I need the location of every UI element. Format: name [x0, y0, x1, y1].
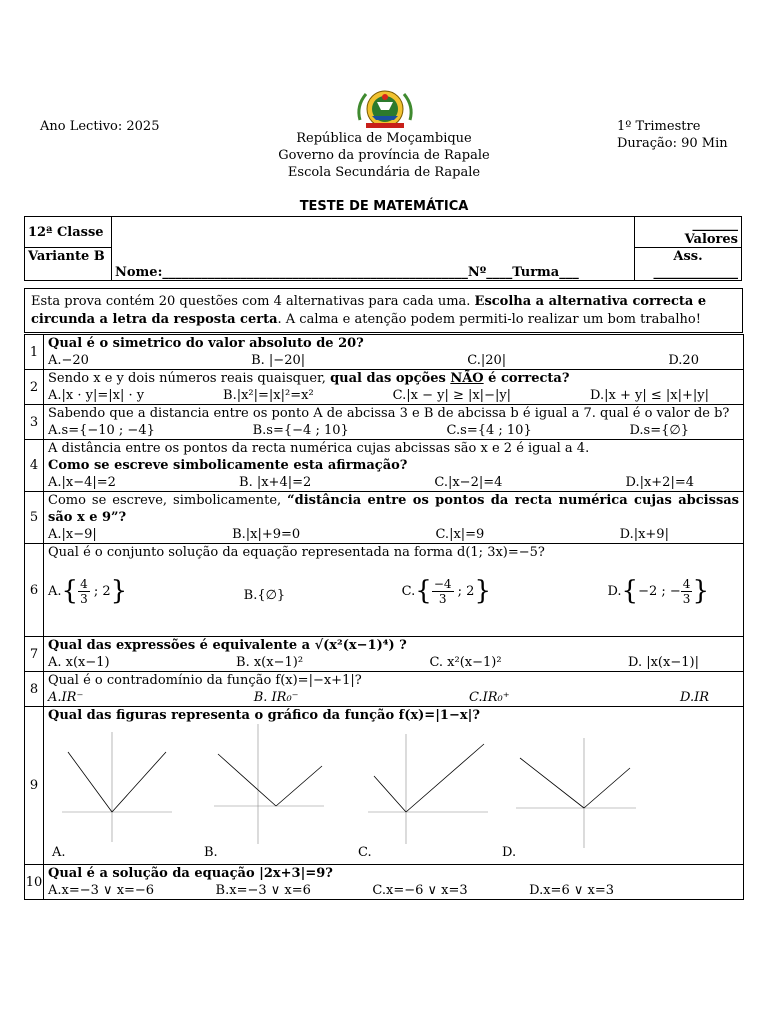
- option-d[interactable]: D. |x(x−1)|: [628, 655, 699, 670]
- not-emphasis: NÃO: [450, 371, 484, 386]
- question-row: [25, 335, 744, 370]
- option-c[interactable]: C.IR₀⁺: [468, 690, 510, 705]
- option-b[interactable]: B.s={−4 ; 10}: [252, 423, 349, 438]
- score-field[interactable]: _______ Valores: [635, 217, 742, 248]
- option-a[interactable]: A.|x−4|=2: [48, 475, 116, 490]
- graph-b[interactable]: [214, 724, 324, 844]
- question-number: 2: [25, 370, 44, 405]
- graph-d[interactable]: [516, 738, 636, 848]
- option-c[interactable]: C.x=−6 ∨ x=3: [372, 883, 468, 898]
- option-d[interactable]: D.IR: [679, 690, 709, 705]
- question-prompt: Como se escreve simbolicamente esta afirmação?: [48, 458, 408, 473]
- option-a[interactable]: A.−20: [48, 353, 89, 368]
- option-b[interactable]: B. |−20|: [251, 353, 306, 368]
- option-d[interactable]: D.s={∅}: [629, 423, 689, 438]
- question-prompt: “distância entre os pontos da recta numérica cujas abcissas são x e 9”?: [48, 493, 740, 525]
- name-field[interactable]: Nome:_______________________________________________Nº____Turma___: [112, 217, 635, 281]
- option-c[interactable]: C.: [358, 845, 372, 860]
- question-number: 3: [25, 405, 44, 440]
- graph-options: [48, 724, 739, 864]
- question-row: [25, 865, 744, 900]
- option-c[interactable]: C.|20|: [467, 353, 507, 368]
- question-row: [25, 405, 744, 440]
- question-number: 6: [25, 544, 44, 637]
- question-row: [25, 637, 744, 672]
- signature-line[interactable]: _____________: [635, 264, 742, 281]
- option-d[interactable]: D.|x+2|=4: [625, 475, 694, 490]
- question-row: 5 Como se escreve, simbolicamente, “distância entre os pontos da recta numérica cujas abcissas são x e 9”? A.|x−9| B.|x|+9=0 C.|x|=9 D.|x+9|: [25, 492, 744, 544]
- option-d[interactable]: D.20: [668, 353, 699, 368]
- option-d[interactable]: D.x=6 ∨ x=3: [529, 883, 614, 898]
- option-b[interactable]: B.x=−3 ∨ x=6: [215, 883, 311, 898]
- test-title: TESTE DE MATEMÁTICA: [299, 199, 469, 214]
- question-row: [25, 672, 744, 707]
- question-row: [25, 707, 744, 865]
- variant-label: Variante B: [25, 248, 112, 265]
- question-text: Qual é o contradomínio da função f(x)=|−x+1|?: [48, 673, 362, 688]
- option-b[interactable]: B. IR₀⁻: [253, 690, 299, 705]
- question-row: 2 Sendo x e y dois números reais quaisquer, qual das opções NÃO é correcta? A.|x · y|=|x| · y B.|x²|=|x|²=x² C.|x − y| ≥ |x|−|y| D.|x + y| ≤ |x|+|y|: [25, 370, 744, 405]
- question-text: Qual é a solução da equação |2x+3|=9?: [48, 866, 333, 881]
- school-name: Escola Secundária de Rapale: [287, 165, 481, 180]
- question-number: 5: [25, 492, 44, 544]
- graph-a[interactable]: [62, 732, 172, 842]
- option-b[interactable]: B.: [204, 845, 218, 860]
- duration: Duração: 90 Min: [617, 136, 728, 151]
- option-c[interactable]: C.{ $\frac{-4}{3}$ ; 2}: [401, 576, 491, 606]
- question-text: Qual das expressões é equivalente a √(x²(x−1)⁴) ?: [48, 638, 407, 653]
- option-c[interactable]: C.|x − y| ≥ |x|−|y|: [392, 388, 512, 403]
- graph-c[interactable]: [368, 734, 488, 844]
- question-text: Qual das figuras representa o gráfico da função f(x)=|1−x|?: [48, 708, 480, 723]
- option-b[interactable]: B. x(x−1)²: [236, 655, 304, 670]
- term-block: [617, 118, 728, 152]
- option-a[interactable]: A.IR⁻: [48, 690, 84, 705]
- option-b[interactable]: B. |x+4|=2: [239, 475, 312, 490]
- mozambique-emblem: [352, 86, 418, 132]
- class-label: 12ª Classe: [25, 217, 112, 248]
- option-c[interactable]: C. x²(x−1)²: [429, 655, 502, 670]
- questions-table: [24, 334, 744, 900]
- republic-name: República de Moçambique: [296, 131, 472, 146]
- government-name: Governo da província de Rapale: [278, 148, 490, 163]
- institution-block: [250, 130, 518, 181]
- question-text: Qual é o simetrico do valor absoluto de 20?: [48, 336, 364, 351]
- option-d[interactable]: D.|x + y| ≤ |x|+|y|: [590, 388, 709, 403]
- instructions: Esta prova contém 20 questões com 4 alternativas para cada uma. Escolha a alternativa correcta e circunda a letra da resposta certa. A calma e atenção podem permiti-lo realizar um bom trabalho!: [24, 288, 743, 333]
- option-a[interactable]: A.|x−9|: [48, 527, 97, 542]
- question-row: [25, 544, 744, 637]
- option-d[interactable]: D.: [502, 845, 517, 860]
- instruction-emphasis: Escolha a alternativa correcta e circunda a letra da resposta certa: [31, 294, 707, 327]
- question-number: 1: [25, 335, 44, 370]
- option-b[interactable]: B.{∅}: [243, 588, 286, 603]
- question-number: 9: [25, 707, 44, 865]
- option-c[interactable]: C.s={4 ; 10}: [446, 423, 532, 438]
- option-b[interactable]: B.|x²|=|x|²=x²: [223, 388, 314, 403]
- question-number: 7: [25, 637, 44, 672]
- option-a[interactable]: A.{ $\frac{4}{3}$ ; 2}: [48, 576, 128, 606]
- option-a[interactable]: A.s={−10 ; −4}: [48, 423, 155, 438]
- question-number: 10: [25, 865, 44, 900]
- question-text: A distância entre os pontos da recta numérica cujas abcissas são x e 2 é igual a 4.: [48, 441, 590, 456]
- option-d[interactable]: D.|x+9|: [619, 527, 669, 542]
- option-a[interactable]: A. x(x−1): [48, 655, 110, 670]
- option-d[interactable]: D.{−2 ; − $\frac{4}{3}$ }: [607, 576, 709, 606]
- signature-label: Ass.: [635, 248, 742, 265]
- question-number: 8: [25, 672, 44, 707]
- question-text: Qual é o conjunto solução da equação representada na forma d(1; 3x)=−5?: [48, 545, 545, 560]
- option-a[interactable]: A.|x · y|=|x| · y: [48, 388, 145, 403]
- question-number: 4: [25, 440, 44, 492]
- school-year: Ano Lectivo: 2025: [40, 119, 160, 134]
- question-text: Sabendo que a distancia entre os ponto A de abcissa 3 e B de abcissa b é igual a 7. qual é o valor de b?: [48, 406, 730, 421]
- option-a[interactable]: A.: [52, 845, 66, 860]
- option-c[interactable]: C.|x|=9: [435, 527, 485, 542]
- option-b[interactable]: B.|x|+9=0: [232, 527, 301, 542]
- student-info-table: [24, 216, 742, 281]
- option-c[interactable]: C.|x−2|=4: [434, 475, 503, 490]
- question-row: [25, 440, 744, 492]
- trimester: 1º Trimestre: [617, 119, 701, 134]
- option-a[interactable]: A.x=−3 ∨ x=−6: [48, 883, 155, 898]
